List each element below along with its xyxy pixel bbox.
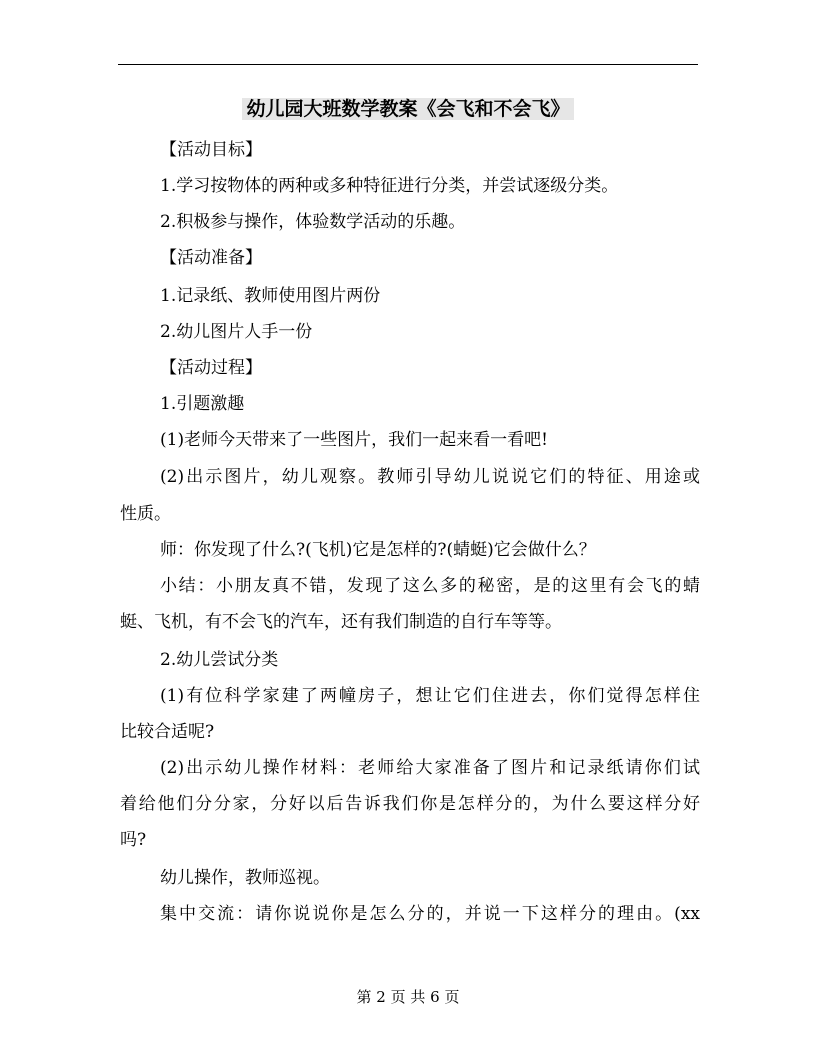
paragraph-line: 性质。 — [120, 504, 171, 524]
paragraph-line: 吗? — [120, 830, 147, 850]
page-number: 第 2 页 共 6 页 — [356, 988, 460, 1006]
paragraph-line: 2.积极参与操作，体验数学活动的乐趣。 — [160, 212, 466, 232]
paragraph-line: 2.幼儿图片人手一份 — [160, 322, 313, 342]
paragraph-line: 蜓、飞机，有不会飞的汽车，还有我们制造的自行车等等。 — [120, 612, 562, 632]
paragraph-line: 1.引题激趣 — [160, 394, 245, 414]
paragraph-line: 师：你发现了什么?(飞机)它是怎样的?(蜻蜓)它会做什么？ — [160, 540, 596, 560]
paragraph-line: 幼儿操作，教师巡视。 — [160, 868, 330, 888]
paragraph-line: 比较合适呢? — [120, 722, 215, 742]
paragraph-line: 着给他们分分家，分好以后告诉我们你是怎样分的，为什么要这样分好 — [120, 794, 700, 814]
paragraph-line: 1.学习按物体的两种或多种特征进行分类，并尝试逐级分类。 — [160, 176, 619, 196]
section-heading-goals: 【活动目标】 — [160, 140, 262, 160]
paragraph-line: (1)有位科学家建了两幢房子，想让它们住进去，你们觉得怎样住 — [160, 686, 700, 706]
section-heading-preparation: 【活动准备】 — [160, 248, 262, 268]
paragraph-line: (2)出示幼儿操作材料：老师给大家准备了图片和记录纸请你们试 — [160, 758, 700, 778]
paragraph-line: 1.记录纸、教师使用图片两份 — [160, 286, 381, 306]
document-title — [0, 94, 816, 124]
header-rule — [118, 64, 698, 65]
paragraph-line: (2)出示图片，幼儿观察。教师引导幼儿说说它们的特征、用途或 — [160, 467, 700, 487]
paragraph-line: 集中交流：请你说说你是怎么分的，并说一下这样分的理由。(xx — [160, 904, 700, 924]
document-title-text: 幼儿园大班数学教案《会飞和不会飞》 — [242, 98, 573, 120]
paragraph-line: 2.幼儿尝试分类 — [160, 650, 279, 670]
paragraph-line: (1)老师今天带来了一些图片，我们一起来看一看吧! — [160, 430, 548, 450]
section-heading-process: 【活动过程】 — [160, 358, 262, 378]
paragraph-line: 小结：小朋友真不错，发现了这么多的秘密，是的这里有会飞的蜻 — [160, 576, 700, 596]
